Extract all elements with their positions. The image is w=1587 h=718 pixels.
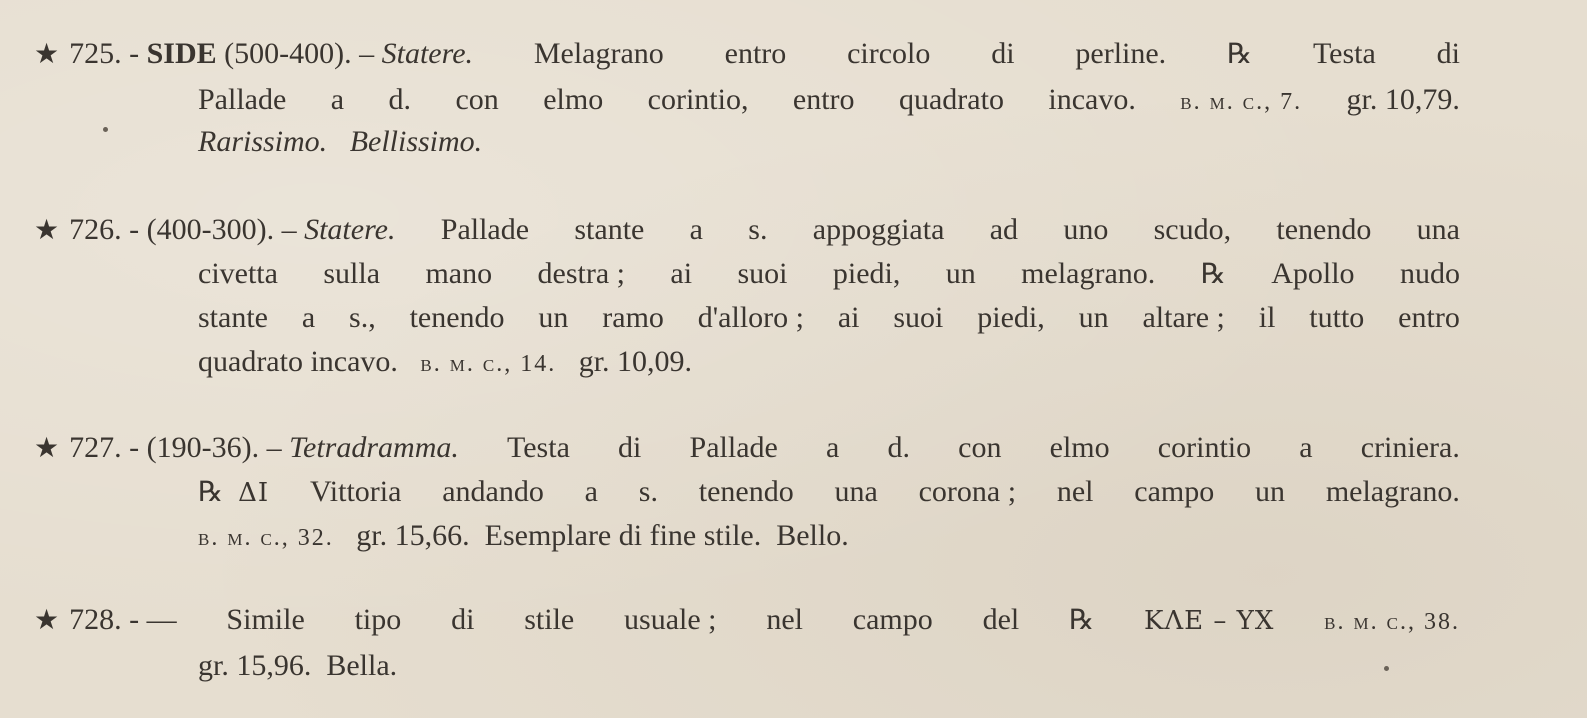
word: mano xyxy=(425,257,493,290)
word: Melagrano xyxy=(533,37,664,70)
word: un xyxy=(945,257,976,290)
denomination: Statere. xyxy=(381,37,474,70)
word: a xyxy=(330,83,345,116)
reference-bmc: b. m. c., 14. xyxy=(420,351,557,377)
word: circolo xyxy=(847,37,931,70)
reverse-symbol: ℞ xyxy=(1227,37,1253,70)
star-icon: ★ xyxy=(34,603,60,636)
word: stile xyxy=(524,603,575,636)
word: di xyxy=(451,603,475,636)
word: criniera. xyxy=(1360,431,1460,464)
word: un xyxy=(538,301,569,334)
entry-726-line-2 xyxy=(198,252,1460,296)
word: piedi, xyxy=(977,301,1045,334)
paper-speck xyxy=(1384,666,1389,671)
entry-727-line-2-row xyxy=(198,470,1460,515)
word: a xyxy=(301,301,316,334)
weight: gr. 10,09. xyxy=(578,345,693,378)
entry-725-lead xyxy=(34,32,473,76)
word: nel xyxy=(766,603,803,636)
word: uno xyxy=(1063,213,1109,246)
entry-728-line-2 xyxy=(198,644,397,688)
denomination: Tetradramma. xyxy=(289,431,459,464)
word: suoi xyxy=(893,301,944,334)
entry-726-lead xyxy=(34,208,395,252)
date-range: (190-36). – xyxy=(146,431,282,464)
word: s. xyxy=(748,213,768,246)
word: s. xyxy=(638,475,658,508)
word: andando xyxy=(442,475,544,508)
reference-bmc: b. m. c., 32. xyxy=(198,525,334,551)
entry-726-line-2-row xyxy=(198,252,1460,296)
word: un xyxy=(1255,475,1286,508)
entry-726-line-4 xyxy=(198,340,692,384)
reverse-legend: ΔI xyxy=(238,478,270,508)
word: Vittoria xyxy=(309,475,402,508)
word: melagrano. xyxy=(1021,257,1156,290)
star-icon: ★ xyxy=(34,431,60,464)
word: campo xyxy=(1134,475,1215,508)
word: entro xyxy=(792,83,855,116)
denomination: Statere. xyxy=(304,213,396,246)
city-name: SIDE xyxy=(146,37,217,70)
word: stante xyxy=(198,301,268,334)
word: il xyxy=(1258,301,1276,334)
word: con xyxy=(455,83,499,116)
reference-bmc: b. m. c., 38. xyxy=(1324,609,1460,635)
date-range: (500-400). – xyxy=(224,37,375,70)
word: entro xyxy=(724,37,787,70)
word: una xyxy=(834,475,878,508)
word: sulla xyxy=(323,257,381,290)
word: suoi xyxy=(737,257,788,290)
entry-number: 728. - xyxy=(69,603,140,636)
entry-number: 726. - xyxy=(69,213,140,246)
grade: Bellissimo. xyxy=(349,125,483,158)
word: ai xyxy=(670,257,693,290)
entry-727-line-1 xyxy=(34,426,1460,470)
word: del xyxy=(982,603,1020,636)
line-text: Esemplare di fine stile. xyxy=(484,519,762,552)
weight: gr. 10,79. xyxy=(1346,83,1460,116)
word: tenendo xyxy=(698,475,794,508)
entry-725-line-3 xyxy=(198,120,482,164)
word: usuale ; xyxy=(624,603,717,636)
word: ramo xyxy=(602,301,664,334)
star-icon: ★ xyxy=(34,213,60,246)
entry-725-line-1 xyxy=(34,32,1460,76)
word: di xyxy=(1436,37,1460,70)
entry-726-line-1-row xyxy=(34,208,1460,252)
word: Simile xyxy=(226,603,305,636)
grade: Bello. xyxy=(776,519,849,552)
word: d. xyxy=(388,83,412,116)
weight: gr. 15,66. xyxy=(356,519,470,552)
line-text: quadrato incavo. xyxy=(198,345,398,378)
word: destra ; xyxy=(537,257,625,290)
word: ad xyxy=(989,213,1019,246)
word: Apollo xyxy=(1271,257,1355,290)
word: corintio, xyxy=(647,83,749,116)
word: nel xyxy=(1056,475,1094,508)
entry-727-line-3 xyxy=(198,514,849,558)
word: piedi, xyxy=(832,257,901,290)
entry-number: 725. - xyxy=(69,37,140,70)
star-icon: ★ xyxy=(34,37,60,70)
word: di xyxy=(991,37,1015,70)
word: s., xyxy=(349,301,376,334)
entry-725-line-2-row xyxy=(198,78,1460,124)
word: perline. xyxy=(1075,37,1167,70)
word: di xyxy=(618,431,642,464)
word: d'alloro ; xyxy=(697,301,804,334)
word: tipo xyxy=(354,603,402,636)
word: scudo, xyxy=(1153,213,1232,246)
rarity: Rarissimo. xyxy=(198,125,328,158)
word: entro xyxy=(1398,301,1460,334)
entry-726-line-1 xyxy=(34,208,1460,252)
word: corona ; xyxy=(918,475,1017,508)
word: a xyxy=(689,213,703,246)
entry-726-line-3-row xyxy=(198,296,1460,340)
word: a xyxy=(584,475,598,508)
word: altare ; xyxy=(1142,301,1225,334)
reverse-symbol: ℞ xyxy=(1069,603,1095,636)
word: campo xyxy=(852,603,933,636)
entry-727-line-1-row xyxy=(34,426,1460,470)
reverse-symbol: ℞ xyxy=(1200,257,1226,290)
word: Testa xyxy=(1312,37,1376,70)
date-range: (400-300). – xyxy=(146,213,297,246)
word: nudo xyxy=(1399,257,1460,290)
word: ai xyxy=(837,301,860,334)
word: incavo. xyxy=(1048,83,1136,116)
reference-bmc: b. m. c., 7. xyxy=(1180,89,1303,115)
word: con xyxy=(958,431,1002,464)
word: un xyxy=(1078,301,1109,334)
weight: gr. 15,96. xyxy=(198,649,312,682)
word: elmo xyxy=(1049,431,1110,464)
reverse-symbol: ℞ xyxy=(198,475,224,508)
entry-728-lead xyxy=(34,598,177,642)
paper-speck xyxy=(103,127,108,132)
word: elmo xyxy=(543,83,604,116)
word: melagrano. xyxy=(1325,475,1460,508)
entry-727-reverse xyxy=(198,470,269,515)
word: una xyxy=(1416,213,1460,246)
entry-727-lead xyxy=(34,426,459,470)
entry-728-line-1 xyxy=(34,598,1460,642)
word: Pallade xyxy=(198,83,287,116)
word: tutto xyxy=(1309,301,1365,334)
word: Testa xyxy=(507,431,570,464)
entry-728-line-1-row xyxy=(34,598,1460,644)
word: d. xyxy=(887,431,910,464)
entry-725-line-1-row xyxy=(34,32,1460,76)
word: civetta xyxy=(198,257,278,290)
word: appoggiata xyxy=(812,213,945,246)
word: a xyxy=(1299,431,1313,464)
reverse-legend: ΚΛΕ – ΥΧ xyxy=(1143,606,1275,636)
entry-number: 727. - xyxy=(69,431,140,464)
entry-726-line-3 xyxy=(198,296,1460,340)
entry-727-line-2 xyxy=(198,470,1460,514)
grade: Bella. xyxy=(326,649,398,682)
word: — xyxy=(146,603,177,636)
word: stante xyxy=(574,213,645,246)
word: Pallade xyxy=(440,213,530,246)
word: corintio xyxy=(1157,431,1252,464)
entry-725-line-2 xyxy=(198,78,1460,122)
word: Pallade xyxy=(689,431,778,464)
word: a xyxy=(826,431,840,464)
word: tenendo xyxy=(409,301,505,334)
word: tenendo xyxy=(1276,213,1372,246)
word: quadrato xyxy=(898,83,1004,116)
